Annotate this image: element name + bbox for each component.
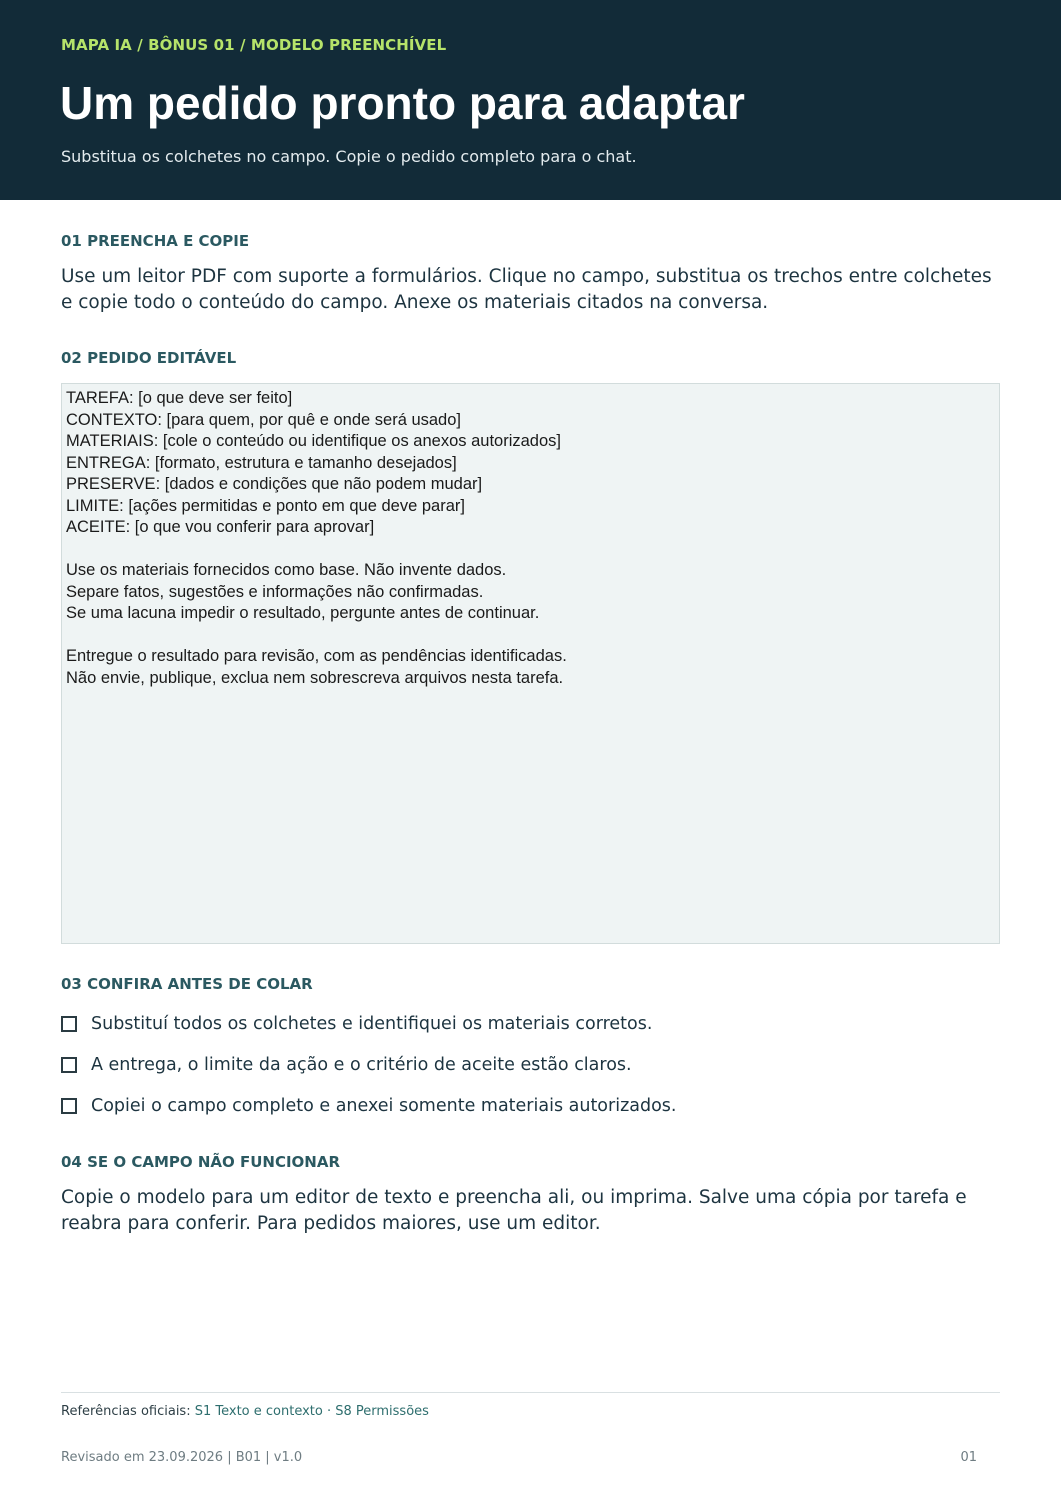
page-subtitle: Substitua os colchetes no campo. Copie o pedido completo para o chat. — [61, 147, 637, 166]
checklist-item[interactable] — [61, 1053, 632, 1077]
revision-info: Revisado em 23.09.2026 | B01 | v1.0 — [61, 1450, 303, 1465]
references-links[interactable]: S1 Texto e contexto · S8 Permissões — [194, 1404, 429, 1419]
checklist-item[interactable] — [61, 1012, 652, 1036]
checklist-item-label: Substituí todos os colchetes e identifiquei os materiais corretos. — [91, 1014, 653, 1034]
section-label-fallback: 04 SE O CAMPO NÃO FUNCIONAR — [61, 1153, 341, 1171]
request-text-field-value[interactable]: TAREFA: [o que deve ser feito] CONTEXTO: [para quem, por quê e onde será usado] MATERIAIS: [cole o conteúdo ou identifique os anexos autorizados] ENTREGA: [formato, estrutura e tamanho desejados] PRESERVE: [dados e condições que não podem mudar] LIMITE: [ações permitidas e ponto em que deve parar] ACEITE: [o que vou conferir para aprovar] Use os materiais fornecidos como base. Não invente dados. Separe fatos, sugestões e informações não confirmadas. Se uma lacuna impedir o resultado, pergunte antes de continuar. Entregue o resultado para revisão, com as pendências identificadas. Não envie, publique, exclua nem sobrescreva arquivos nesta tarefa. — [66, 389, 567, 687]
request-text-field[interactable] — [61, 383, 1000, 944]
section-text-fallback: Copie o modelo para um editor de texto e preencha ali, ou imprima. Salve uma cópia por tarefa e reabra para conferir. Para pedidos maiores, use um editor. — [61, 1187, 967, 1234]
checkbox-criteria-clear[interactable] — [61, 1057, 77, 1073]
breadcrumb: MAPA IA / BÔNUS 01 / MODELO PREENCHÍVEL — [61, 36, 447, 54]
checklist-item-label: A entrega, o limite da ação e o critério de aceite estão claros. — [91, 1055, 632, 1075]
section-label-checklist: 03 CONFIRA ANTES DE COLAR — [61, 975, 313, 993]
references-label: Referências oficiais: — [61, 1404, 195, 1419]
checkbox-brackets-replaced[interactable] — [61, 1016, 77, 1032]
page-title: Um pedido pronto para adaptar — [60, 77, 745, 129]
section-label-fill-and-copy: 01 PREENCHA E COPIE — [61, 232, 250, 250]
footer-divider — [61, 1392, 1000, 1393]
official-references — [61, 1404, 429, 1419]
checklist-item[interactable] — [61, 1094, 676, 1118]
checklist-item-label: Copiei o campo completo e anexei somente materiais autorizados. — [91, 1096, 677, 1116]
header-banner — [0, 0, 1061, 200]
section-text-fill-and-copy: Use um leitor PDF com suporte a formulários. Clique no campo, substitua os trechos entre colchetes e copie todo o conteúdo do campo. Anexe os materiais citados na conversa. — [61, 266, 992, 313]
section-label-editable-request: 02 PEDIDO EDITÁVEL — [61, 349, 237, 367]
checkbox-field-copied[interactable] — [61, 1098, 77, 1114]
page-number: 01 — [960, 1450, 977, 1465]
